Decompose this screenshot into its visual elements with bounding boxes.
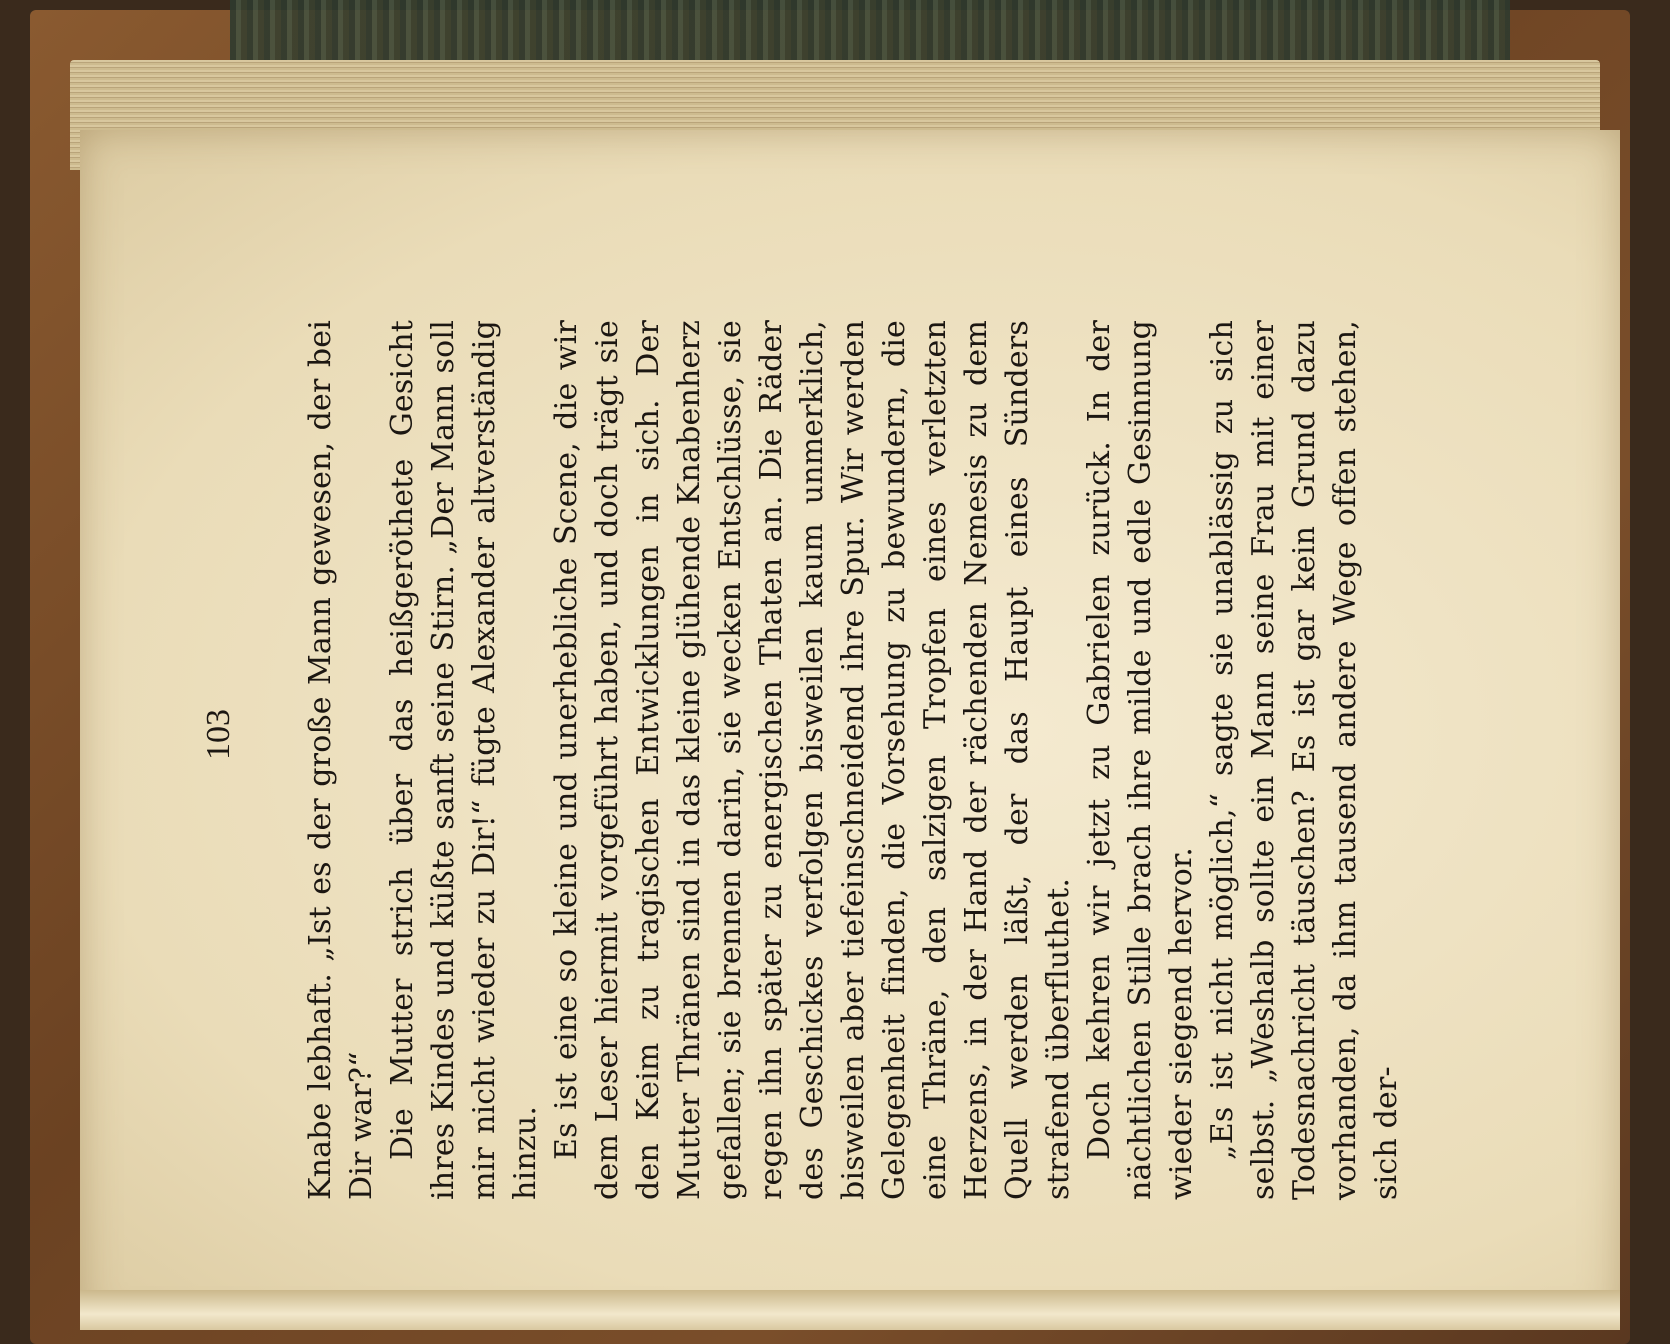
page-text xyxy=(300,320,1407,1200)
paragraph-1: Knabe lebhaft. „Ist es der große Mann gewesen, der bei Dir war?“ xyxy=(303,320,379,1200)
page-gutter xyxy=(80,1290,1620,1330)
paragraph-3: Es ist eine so kleine und unerhebliche Scene, die wir dem Leser hiermit vorgeführt haben, und doch trägt sie den Keim zu tragischen Entwicklungen in sich. Der Mutter Thränen sind in das kleine glühende Knabenherz gefallen; sie brennen darin, sie wecken Entschlüsse, sie regen ihn später zu energischen Thaten an. Die Räder des Geschickes verfolgen bisweilen kaum unmerklich, bisweilen aber tiefeinschneidend ihre Spur. Wir werden Gelegenheit finden, die Vorsehung zu bewundern, die eine Thräne, den salzigen Tropfen eines verletzten Herzens, in der Hand der rächenden Nemesis zu dem Quell werden läßt, der das Haupt eines Sünders strafend überfluthet. xyxy=(549,320,1076,1200)
paragraph-2: Die Mutter strich über das heißgeröthete Gesicht ihres Kindes und küßte sanft seine Stirn. „Der Mann soll mir nicht wieder zu Dir!“ fügte Alexander altverständig hinzu. xyxy=(385,320,543,1200)
page-number: 103 xyxy=(200,709,237,760)
paragraph-4: Doch kehren wir jetzt zu Gabrielen zurück. In der nächtlichen Stille brach ihre milde und edle Gesinnung wieder siegend hervor. xyxy=(1082,320,1199,1200)
paragraph-5: „Es ist nicht möglich,“ sagte sie unablässig zu sich selbst. „Weshalb sollte ein Mann seine Frau mit einer Todesnachricht täuschen? Es ist gar kein Grund dazu vorhanden, da ihm tausend andere Wege offen stehen, sich der- xyxy=(1205,320,1404,1200)
